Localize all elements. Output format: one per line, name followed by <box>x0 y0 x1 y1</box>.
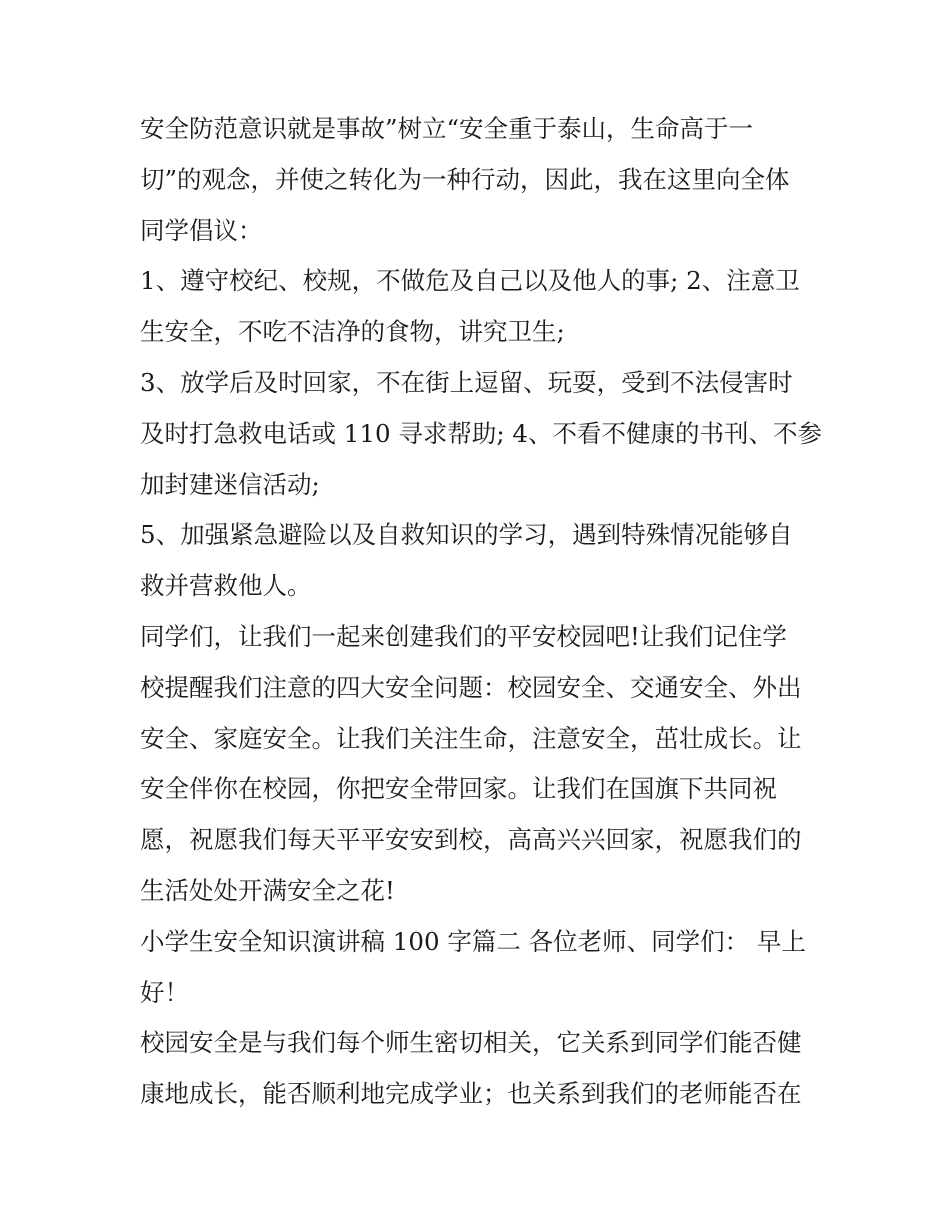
text-line: 救并营救他人。 <box>140 571 312 601</box>
text-line: 安全防范意识就是事故”树立“安全重于泰山，生命高于一 <box>140 114 754 143</box>
text-line: 校园安全是与我们每个师生密切相关，它关系到同学们能否健 <box>140 1028 802 1058</box>
text-line: 安全伴你在校园，你把安全带回家。让我们在国旗下共同祝 <box>140 774 777 804</box>
text-line: 生安全，不吃不洁净的食物，讲究卫生; <box>140 317 565 347</box>
text-line: 1、遵守校纪、校规，不做危及自己以及他人的事; 2、注意卫 <box>140 266 800 296</box>
text-line: 安全、家庭安全。让我们关注生命，注意安全，茁壮成长。让 <box>140 723 802 753</box>
text-line: 同学们，让我们一起来创建我们的平安校园吧!让我们记住学 <box>140 621 787 651</box>
text-line: 及时打急救电话或 110 寻求帮助; 4、不看不健康的书刊、不参 <box>140 418 822 448</box>
text-line: 康地成长，能否顺利地完成学业；也关系到我们的老师能否在 <box>140 1079 802 1109</box>
text-line: 加封建迷信活动; <box>140 469 320 499</box>
text-line: 5、加强紧急避险以及自救知识的学习，遇到特殊情况能够自 <box>140 520 793 550</box>
text-line: 小学生安全知识演讲稿 100 字篇二 各位老师、同学们： 早上 <box>140 926 806 956</box>
text-line: 切”的观念，并使之转化为一种行动，因此，我在这里向全体 <box>140 164 790 194</box>
text-line: 同学倡议： <box>140 215 263 245</box>
text-line: 3、放学后及时回家，不在街上逗留、玩耍，受到不法侵害时 <box>140 367 793 397</box>
text-line: 校提醒我们注意的四大安全问题：校园安全、交通安全、外出 <box>140 672 802 702</box>
body-text <box>140 104 820 1120</box>
text-line: 生活处处开满安全之花! <box>140 875 395 905</box>
text-line: 愿，祝愿我们每天平平安安到校，高高兴兴回家，祝愿我们的 <box>140 825 802 855</box>
text-line: 好！ <box>140 977 189 1007</box>
